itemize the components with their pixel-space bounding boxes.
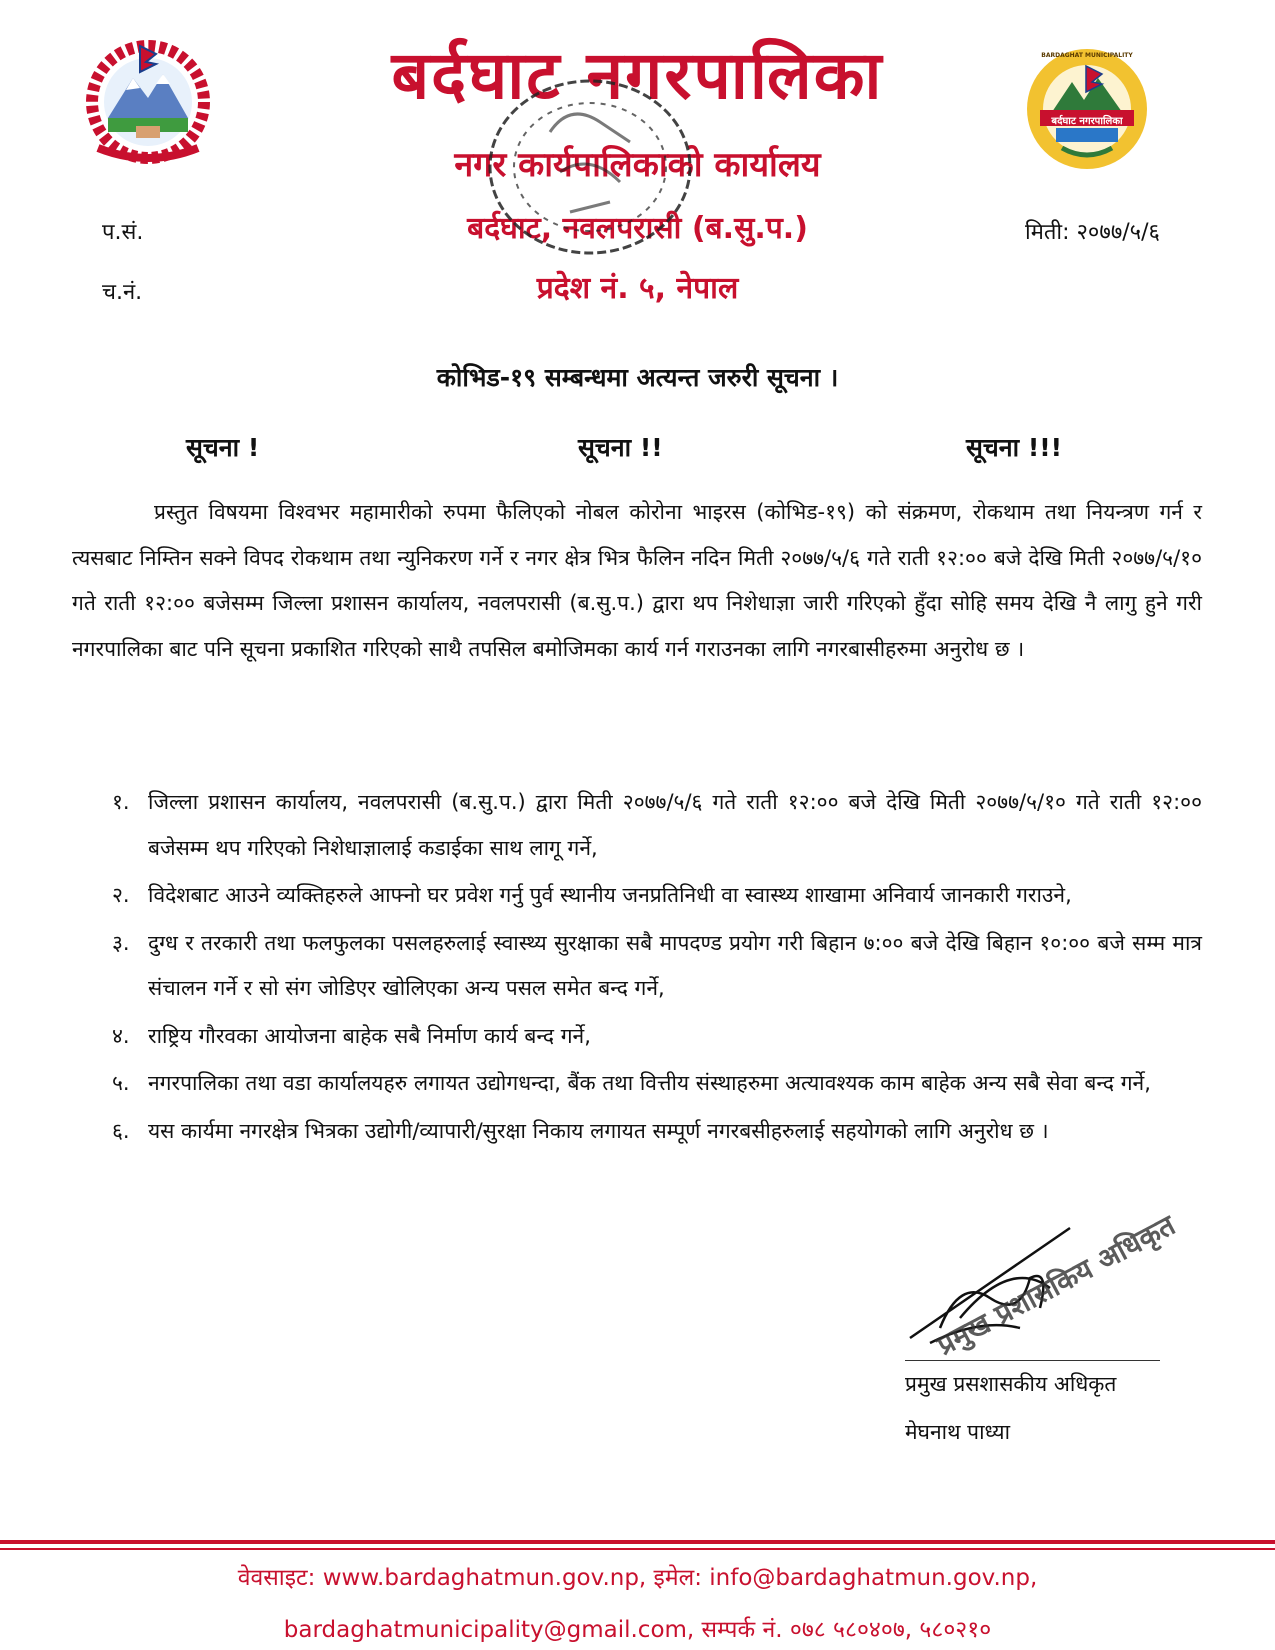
- item-text: जिल्ला प्रशासन कार्यालय, नवलपरासी (ब.सु.प.) द्वारा मिती २०७७/५/६ गते राती १२:०० बजे देखि मिती २०७७/५/१० गते राती १२:०० बजेसम्म थप गरिएको निशेधाज्ञालाई कडाईका साथ लागू गर्ने,: [148, 790, 1202, 860]
- dispatch-number-label: च.नं.: [102, 280, 143, 305]
- list-item: [72, 1014, 1202, 1060]
- item-text: नगरपालिका तथा वडा कार्यालयहरु लगायत उद्योगधन्दा, बैंक तथा वित्तीय संस्थाहरुमा अत्यावश्यक काम बाहेक अन्य सबै सेवा बन्द गर्ने,: [148, 1071, 1151, 1095]
- signer-title: प्रमुख प्रसशासकीय अधिकृत: [905, 1372, 1117, 1396]
- item-number: ६.: [112, 1118, 130, 1143]
- item-text: यस कार्यमा नगरक्षेत्र भित्रका उद्योगी/व्यापारी/सुरक्षा निकाय लगायत सम्पूर्ण नगरबसीहरुलाई सहयोगको लागि अनुरोध छ ।: [148, 1118, 1049, 1143]
- office-province: प्रदेश नं. ५, नेपाल: [536, 271, 739, 306]
- list-item: [72, 921, 1202, 1012]
- signer-name: मेघनाथ पाध्या: [905, 1420, 1011, 1444]
- issue-date: मिती: २०७७/५/६: [1025, 220, 1160, 245]
- item-number: १.: [112, 790, 130, 814]
- signature-stamp-text: प्रमुख प्रशासकिय अधिकृत: [931, 1208, 1181, 1362]
- notice-heading-1: सूचना !: [186, 433, 260, 462]
- item-text: दुग्ध र तरकारी तथा फलफुलका पसलहरुलाई स्वास्थ्य सुरक्षाका सबै मापदण्ड प्रयोग गरी बिहान ७:०० बजे देखि बिहान १०:०० बजे सम्म मात्र संचालन गर्ने र सो संग जोडिएर खोलिएका अन्य पसल समेत बन्द गर्ने,: [148, 930, 1202, 1000]
- item-text: विदेशबाट आउने व्यक्तिहरुले आफ्नो घर प्रवेश गर्नु पुर्व स्थानीय जनप्रतिनिधी वा स्वास्थ्य शाखामा अनिवार्य जानकारी गराउने,: [148, 883, 1072, 907]
- notice-heading-3: सूचना !!!: [966, 433, 1063, 462]
- reference-number-label: प.सं.: [102, 220, 144, 245]
- logo-ring-text: BARDAGHAT MUNICIPALITY: [1041, 52, 1133, 59]
- signature-line: [905, 1360, 1160, 1361]
- office-stamp: [480, 72, 700, 262]
- item-number: ३.: [112, 930, 130, 955]
- office-address: बर्दघाट, नवलपरासी (ब.सु.प.): [467, 211, 808, 246]
- logo-banner-text: बर्दघाट नगरपालिका: [1051, 116, 1123, 127]
- notice-subject: कोभिड-१९ सम्बन्धमा अत्यन्त जरुरी सूचना ।: [436, 363, 839, 392]
- list-item: [72, 780, 1202, 871]
- footer-divider: [0, 1540, 1275, 1544]
- list-item: [72, 1061, 1202, 1107]
- item-number: २.: [112, 883, 130, 907]
- notice-body: प्रस्तुत विषयमा विश्वभर महामारीको रुपमा फैलिएको नोबल कोरोना भाइरस (कोभिड-१९) को संक्रमण, रोकथाम तथा नियन्त्रण गर्न र त्यसबाट निम्तिन सक्ने विपद रोकथाम तथा न्युनिकरण गर्ने र नगर क्षेत्र भित्र फैलिन नदिन मिती २०७७/५/६ गते राती १२:०० बजे देखि मिती २०७७/५/१० गते राती १२:०० बजेसम्म जिल्ला प्रशासन कार्यालय, नवलपरासी (ब.सु.प.) द्वारा थप निशेधाज्ञा जारी गरिएको हुँदा सोहि समय देखि नै लागु हुने गरी नगरपालिका बाट पनि सूचना प्रकाशित गरिएको साथै तपसिल बमोजिमका कार्य गर्न गराउनका लागि नगरबासीहरुमा अनुरोध छ ।: [72, 500, 1202, 661]
- list-item: [72, 873, 1202, 919]
- item-number: ५.: [112, 1071, 130, 1095]
- municipality-title: बर्दघाट नगरपालिका: [391, 37, 884, 114]
- footer-divider-thin: [0, 1548, 1275, 1550]
- list-item: [72, 1109, 1202, 1155]
- footer-contact-web-email: वेवसाइट: www.bardaghatmun.gov.np, इमेल: info@bardaghatmun.gov.np,: [237, 1565, 1038, 1591]
- office-title: नगर कार्यपालिकाको कार्यालय: [454, 145, 821, 185]
- footer-contact-phone: bardaghatmunicipality@gmail.com, सम्पर्क नं. ०७८ ५८०४०७, ५८०२१०: [283, 1617, 992, 1643]
- notice-items-list: [72, 780, 1202, 1156]
- notice-heading-2: सूचना !!: [578, 433, 663, 462]
- item-number: ४.: [112, 1023, 130, 1048]
- item-text: राष्ट्रिय गौरवका आयोजना बाहेक सबै निर्माण कार्य बन्द गर्ने,: [148, 1023, 591, 1048]
